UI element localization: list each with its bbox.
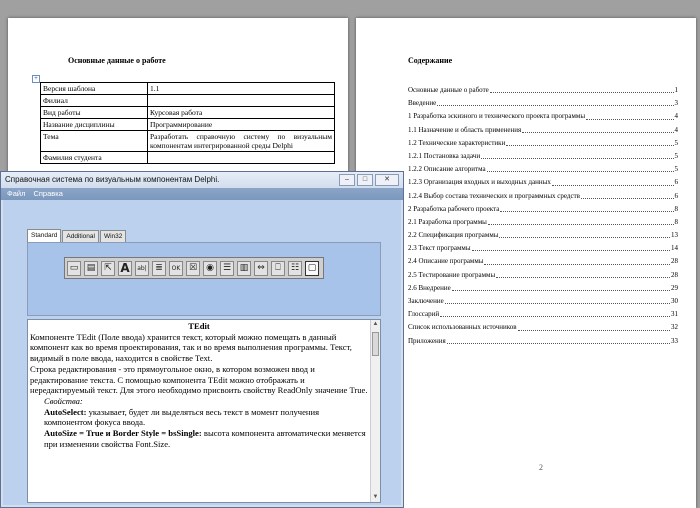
toc-entry[interactable] — [408, 308, 678, 321]
table-row — [41, 119, 335, 131]
toc-entry-page: 13 — [671, 231, 678, 240]
toc-entry-page: 8 — [674, 217, 678, 226]
work-data-table — [40, 82, 335, 164]
toc-entry-title: 1.2.2 Описание алгоритма — [408, 165, 486, 174]
help-paragraph-1: Компоненте TEdit (Поле ввода) хранится текст, который можно помещать в данный компонент как во время проектирования, так и во время выполнения программы. Текст, видимый в поле ввода, находится в свойстве Text. — [30, 331, 352, 364]
toc-entry-page: 33 — [671, 336, 678, 345]
toc-leader-dots — [440, 308, 670, 317]
tab-standard[interactable]: Standard — [27, 229, 61, 242]
main-menu-icon[interactable]: ▤ — [84, 261, 98, 276]
toc-entry-page: 28 — [671, 270, 678, 279]
toc-leader-dots — [500, 203, 673, 212]
toc-entry[interactable] — [408, 163, 678, 176]
menu-file[interactable]: Файл — [7, 189, 26, 198]
maximize-button[interactable]: □ — [357, 174, 373, 186]
close-button[interactable]: ✕ — [375, 174, 399, 186]
toc-entry[interactable] — [408, 176, 678, 189]
toc-entry[interactable] — [408, 282, 678, 295]
component-palette — [64, 257, 324, 279]
panel-icon[interactable]: ▢ — [305, 261, 319, 276]
toc-entry-title: 1.2.3 Организация входных и выходных данных — [408, 178, 551, 187]
toc-entry[interactable] — [408, 295, 678, 308]
toc-entry[interactable] — [408, 84, 678, 97]
table-move-handle-icon[interactable]: + — [32, 75, 40, 83]
toc-entry-page: 14 — [671, 244, 678, 253]
toc-leader-dots — [522, 124, 673, 133]
toc-leader-dots — [452, 282, 670, 291]
help-content — [28, 320, 370, 449]
scroll-down-icon[interactable]: ▼ — [372, 494, 379, 500]
toc-entry-page: 6 — [674, 178, 678, 187]
help-paragraph-2: Строка редактирования - это прямоугольное окно, в котором возможен ввод и редактирование текста. С помощью компонента TEdit можно отображать и нередактируемый текст. Для этого необходимо присвоить свойству ReadOnly значение True. — [30, 363, 368, 396]
toc-entry-page: 5 — [674, 151, 678, 160]
memo-icon[interactable]: ≣ — [152, 261, 166, 276]
document-page-2 — [356, 18, 696, 508]
toc-entry-page: 5 — [674, 138, 678, 147]
toc-entry[interactable] — [408, 124, 678, 137]
tab-win32[interactable]: Win32 — [100, 230, 126, 242]
toc-entry[interactable] — [408, 216, 678, 229]
toc-entry-title: 2 Разработка рабочего проекта — [408, 204, 500, 213]
toc-leader-dots — [488, 216, 674, 225]
toc-entry-page: 6 — [674, 191, 678, 200]
property-autosize — [30, 428, 368, 449]
property-description: высота компонента автоматически меняется при изменении свойства Font.Size. — [44, 428, 366, 449]
toc-entry-page: 8 — [674, 204, 678, 213]
toc-leader-dots — [506, 137, 673, 146]
checkbox-icon[interactable]: ☒ — [186, 261, 200, 276]
window-titlebar[interactable] — [1, 172, 403, 188]
toc-entry-title: Список использованных источников — [408, 323, 517, 332]
table-row — [41, 83, 335, 95]
toc-leader-dots — [445, 295, 670, 304]
toc-entry-page: 29 — [671, 283, 678, 292]
help-system-window — [0, 171, 404, 508]
window-title: Справочная система по визуальным компонентам Delphi. — [5, 175, 220, 184]
toc-entry-page: 28 — [671, 257, 678, 266]
toc-entry-title: 2.6 Внедрение — [408, 283, 451, 292]
toc-entry-title: 1.2.4 Выбор состава технических и программных средств — [408, 191, 580, 200]
label-icon[interactable]: A — [118, 261, 132, 276]
radiobutton-icon[interactable]: ◉ — [203, 261, 217, 276]
frame-icon[interactable]: ▭ — [67, 261, 81, 276]
field-value[interactable]: Курсовая работа — [148, 107, 335, 119]
toc-leader-dots — [586, 110, 673, 119]
toc-entry-title: 2.2 Спецификация программы — [408, 231, 499, 240]
page-number: 2 — [539, 463, 543, 472]
menu-bar — [1, 188, 403, 200]
toc-leader-dots — [437, 97, 673, 106]
property-name: AutoSelect: — [44, 406, 87, 417]
toc-entry-title: 2.1 Разработка программы — [408, 217, 487, 226]
popup-menu-icon[interactable]: ⇱ — [101, 261, 115, 276]
toc-entry[interactable] — [408, 150, 678, 163]
groupbox-icon[interactable]: ⎕ — [271, 261, 285, 276]
toc-entry-title: 1.2.1 Постановка задачи — [408, 151, 481, 160]
toc-entry-title: Приложения — [408, 336, 446, 345]
field-value[interactable]: Разработать справочную систему по визуальным компонентам интегрированной среды Delphi — [148, 131, 335, 152]
toc-leader-dots — [499, 229, 670, 238]
toc-entry-page: 31 — [671, 310, 678, 319]
table-row — [41, 107, 335, 119]
toc-leader-dots — [496, 269, 670, 278]
help-heading: TEdit — [188, 321, 210, 331]
listbox-icon[interactable]: ☰ — [220, 261, 234, 276]
toc-entry-page: 1 — [674, 86, 678, 94]
property-name: AutoSize = True и Border Style = bsSingle: — [44, 428, 202, 439]
toc-leader-dots — [481, 150, 673, 159]
toc-entry[interactable] — [408, 137, 678, 150]
toc-leader-dots — [447, 335, 670, 344]
toc-entry[interactable] — [408, 110, 678, 123]
toc-entry[interactable] — [408, 190, 678, 203]
tab-panel-standard — [27, 242, 381, 316]
toc-entry-page: 3 — [674, 99, 678, 108]
table-row — [41, 131, 335, 152]
scrollbar-icon[interactable]: ⇔ — [254, 261, 268, 276]
toc-entry[interactable] — [408, 255, 678, 268]
toc-leader-dots — [490, 84, 674, 93]
toc-entry-title: Заключение — [408, 297, 444, 305]
properties-label: Свойства: — [44, 395, 83, 406]
toc-entry[interactable] — [408, 203, 678, 216]
window-client-area — [3, 200, 401, 505]
toc-entry-page: 32 — [671, 323, 678, 332]
toc-entry[interactable] — [408, 242, 678, 255]
table-row — [41, 152, 335, 164]
toc-leader-dots — [487, 163, 674, 172]
field-label: Версия шаблона — [41, 83, 148, 95]
component-tabs — [27, 230, 127, 242]
help-viewer[interactable] — [27, 319, 381, 503]
toc-entry-title: 1.1 Назначение и область применения — [408, 125, 522, 134]
toc-entry-title: Основные данные о работе — [408, 86, 489, 94]
menu-help[interactable]: Справка — [33, 189, 63, 198]
radiogroup-icon[interactable]: ☷ — [288, 261, 302, 276]
combobox-icon[interactable]: ▥ — [237, 261, 251, 276]
toc-leader-dots — [581, 190, 674, 199]
toc-entry-title: Введение — [408, 99, 437, 108]
field-value[interactable]: 1.1 — [148, 83, 335, 95]
vertical-scrollbar[interactable] — [370, 320, 380, 502]
table-of-contents — [408, 84, 678, 348]
toc-entry-title: 2.4 Описание программы — [408, 257, 484, 266]
toc-entry-title: 2.5 Тестирование программы — [408, 270, 496, 279]
toc-entry-page: 4 — [674, 125, 678, 134]
scroll-up-icon[interactable]: ▲ — [372, 321, 379, 327]
toc-entry-title: 2.3 Текст программы — [408, 244, 471, 253]
toc-title: Содержание — [408, 56, 453, 65]
toc-leader-dots — [484, 255, 670, 264]
toc-entry-title: 1.2 Технические характеристики — [408, 138, 506, 147]
toc-entry[interactable] — [408, 269, 678, 282]
toc-leader-dots — [518, 321, 670, 330]
toc-leader-dots — [472, 242, 670, 251]
field-value[interactable] — [148, 152, 335, 164]
edit-icon[interactable]: ab| — [135, 261, 149, 276]
toc-entry-title: 1 Разработка эскизного и технического проекта программы — [408, 112, 586, 121]
field-label: Вид работы — [41, 107, 148, 119]
scroll-thumb[interactable] — [372, 332, 379, 356]
minimize-button[interactable]: – — [339, 174, 355, 186]
table-row — [41, 95, 335, 107]
toc-entry[interactable] — [408, 335, 678, 348]
field-label: Тема — [41, 131, 148, 152]
toc-entry[interactable] — [408, 321, 678, 334]
toc-entry[interactable] — [408, 229, 678, 242]
field-label: Название дисциплины — [41, 119, 148, 131]
field-label: Фамилия студента — [41, 152, 148, 164]
toc-entry[interactable] — [408, 97, 678, 110]
toc-entry-page: 5 — [674, 165, 678, 174]
button-icon[interactable]: OK — [169, 261, 183, 276]
toc-entry-page: 30 — [671, 297, 678, 305]
field-label: Филиал — [41, 95, 148, 107]
property-autoselect — [30, 407, 368, 428]
field-value[interactable] — [148, 95, 335, 107]
toc-leader-dots — [552, 176, 674, 185]
property-description: указывает, будет ли выделяться весь текст в момент получения компонентом фокуса ввода. — [44, 406, 320, 428]
toc-entry-title: Глоссарий — [408, 310, 440, 319]
tab-additional[interactable]: Additional — [62, 230, 99, 242]
field-value[interactable]: Программирование — [148, 119, 335, 131]
toc-entry-page: 4 — [674, 112, 678, 121]
page-title: Основные данные о работе — [68, 56, 166, 65]
